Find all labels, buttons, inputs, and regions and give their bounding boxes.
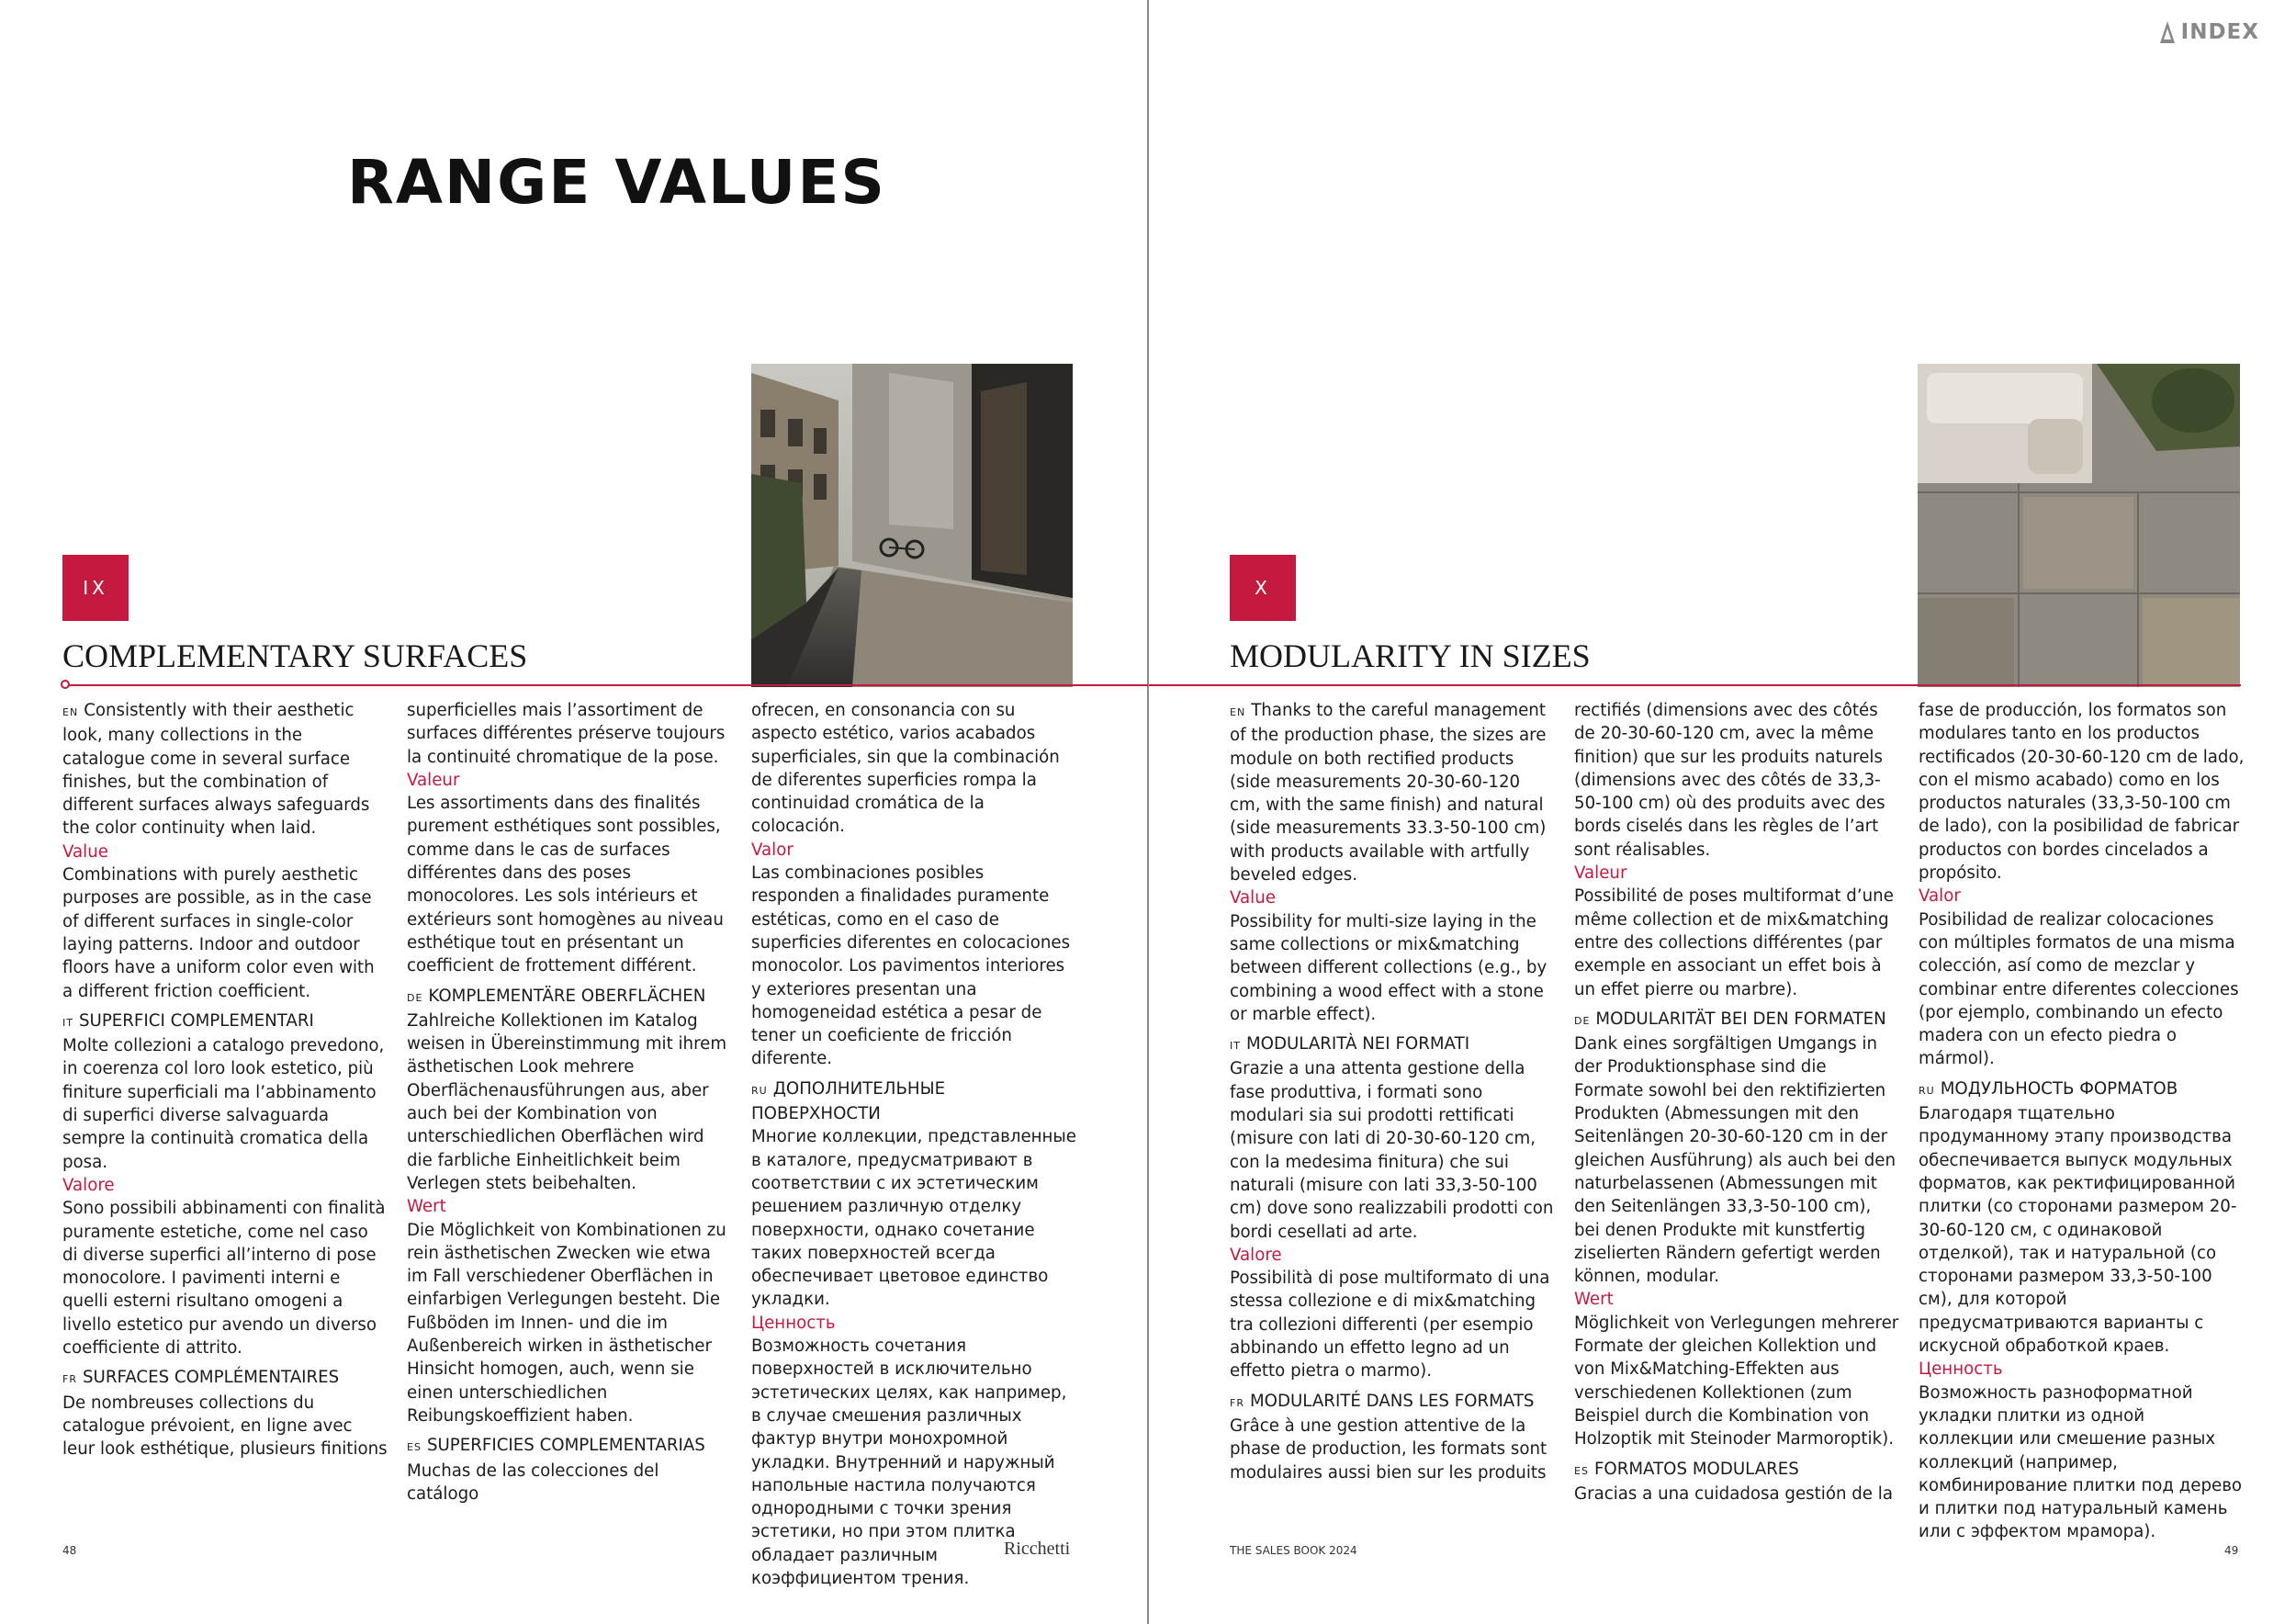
value-text-en: Possibility for multi-size laying in the same collections or mix&matching between different collections (e.g., by combining a wood effect with a stone or marble effect). [1230,911,1548,1024]
it-text: Molte collezioni a catalogo prevedono, in coerenza col loro look estetico, più finiture superficiali ma l’abbinamento di superfici diverse salvaguarda sempre la continuità cromatica della posa. [62,1036,385,1172]
fr-heading: FR SURFACES COMPLÉMENTAIRES [62,1368,340,1388]
ru-text: Многие коллекции, представленные в каталоге, предусматривают в соответствии с их эстетическим решением различную отделку поверхности, однако сочетание таких поверхностей всегда обеспечивает цветовое единство укладки. [751,1127,1076,1310]
ru-heading: RU ДОПОЛНИТЕЛЬНЫЕ ПОВЕРХНОСТИ [751,1078,946,1124]
page-spine [1147,0,1149,1624]
divider-dot-left [61,680,70,689]
value-label-de: Wert [1574,1290,1614,1310]
lang-tag-es: ES [407,1441,422,1454]
value-label-ru: Ценность [1919,1359,2003,1380]
de-text: Dank eines sorgfältigen Umgangs in der Produktionsphase sind die Formate sowohl bei den rektifizierten Produkten (Abmessungen mit den Seitenlängen 20-30-60-120 cm in der gleichen Ausführung) als auch bei den naturbelassenen (Abmessungen mit den Seitenlängen 33,3-50-100 cm), bei denen Produkte mit kunstfertig ziselierten Rändern gefertigt werden können, modular. [1574,1034,1896,1287]
es-heading: ES SUPERFICIES COMPLEMENTARIAS [407,1436,705,1456]
en-paragraph: EN Consistently with their aesthetic look, many collections in the catalogue come in several surface finishes, but the combination of different surfaces always safeguards the color continuity when laid. [62,701,370,839]
lang-tag-it: IT [1230,1040,1241,1053]
de-heading: DE MODULARITÄT BEI DEN FORMATEN [1574,1009,1886,1029]
value-text-en: Combinations with purely aesthetic purposes are possible, as in the case of different surfaces in single-color laying patterns. Indoor and outdoor floors have a uniform color even with a different friction coefficient. [62,865,375,1001]
it-text: Grazie a una attenta gestione della fase produttiva, i formati sono modulari sia sui prodotti rettificati (misure con lati di 20-30-60-120 cm, con la medesima finitura) che sui naturali (misure con lati 33,3-50-100 cm) dove sono realizzabili prodotti con bordi cesellati ad arte. [1230,1059,1554,1242]
fr-text: Grâce à une gestion attentive de la phase de production, les formats sont modulaires aussi bien sur les produits [1230,1415,1548,1483]
lang-tag-ru: RU [751,1084,768,1097]
footer-book-label: THE SALES BOOK 2024 [1230,1544,1357,1557]
fr-text-cont: superficielles mais l’assortiment de surfaces différentes préserve toujours la continuité chromatique de la pose. [407,701,726,767]
lang-tag-de: DE [1574,1014,1591,1027]
value-text-es: Las combinaciones posibles responden a finalidades puramente estéticas, como en el caso de superficies diferentes en colocaciones monocolor. Los pavimentos interiores y exteriores presentan una homogeneidad estética a pesar de tener un coeficiente de fricción diferente. [751,863,1071,1069]
section-badge-x: X [1230,555,1296,621]
value-text-it: Sono possibili abbinamenti con finalità puramente estetiche, come nel caso di diverse superfici all’interno di pose monocolore. I pavimenti interni e quelli esterni risultano omogeni a livello estetico pur avendo un diverso coefficiente di attrito. [62,1199,386,1359]
page-number-left: 48 [62,1544,77,1557]
value-label-es: Valor [1919,886,1961,907]
es-heading: ES FORMATOS MODULARES [1574,1459,1799,1479]
section-title-modularity-in-sizes: MODULARITY IN SIZES [1230,637,1591,674]
index-logo-icon [2157,20,2178,44]
value-label-it: Valore [62,1175,115,1195]
right-column-2 [1574,699,1900,1506]
section-divider-left [66,684,1148,686]
value-label-es: Valor [751,840,793,860]
value-text-de: Die Möglichkeit von Kombinationen zu rein ästhetischen Zwecken wie etwa im Fall verschiedener Oberflächen in einfarbigen Verlegungen besteht. Die Fußböden im Innen- und die im Außenbereich wirken in ästhetischer Hinsicht homogen, auch, wenn sie einen unterschiedlichen Reibungskoeffizient haben. [407,1220,726,1426]
value-label-it: Valore [1230,1245,1282,1265]
page-title: RANGE VALUES [347,147,886,218]
page-number-right: 49 [2224,1544,2239,1557]
lang-tag-fr: FR [62,1373,77,1386]
value-text-es: Posibilidad de realizar colocaciones con múltiples formatos de una misma colección, así como de mezclar y combinar entre diferentes colecciones (por ejemplo, combinando un efecto madera con un efecto piedra o mármol). [1919,909,2239,1069]
value-text-it: Possibilità di pose multiformato di una stessa collezione e di mix&matching tra collezioni differenti (per esempio abbinando un effetto legno ad un effetto pietra o marmo). [1230,1269,1550,1382]
index-label[interactable]: INDEX [2180,20,2259,44]
lang-tag-ru: RU [1919,1084,1935,1097]
value-label-fr: Valeur [1574,863,1627,884]
left-column-3 [751,699,1077,1590]
lang-tag-it: IT [62,1016,73,1029]
right-column-1 [1230,699,1556,1484]
interior-floor-photo [1918,364,2240,687]
es-text-cont: ofrecen, en consonancia con su aspecto estético, varios acabados superficiales, sin que la combinación de diferentes superficies rompa la continuidad cromática de la colocación. [751,701,1060,837]
value-text-de: Möglichkeit von Verlegungen mehrerer Formate der gleichen Kollektion und von Mix&Matching-Effekten aus verschiedenen Kollektionen (zum Beispiel durch die Kombination von Holzoptik mit Steinoder Marmoroptik). [1574,1313,1899,1449]
value-label-en: Value [1230,888,1276,908]
ru-text: Благодаря тщательно продуманному этапу производства обеспечивается выпуск модульных форматов, как ректифицированной плитки (со сторонами размером 20-30-60-120 см, с одинаковой отделкой), так и натуральной (со сторонами размером 33,3-50-100 см), для которой предусматриваются варианты с искусной обработкой краев. [1919,1104,2237,1357]
lang-tag-de: DE [407,991,423,1004]
lang-tag-en: EN [1230,706,1246,718]
it-heading: IT MODULARITÀ NEI FORMATI [1230,1034,1470,1054]
value-label-en: Value [62,841,108,862]
it-heading: IT SUPERFICI COMPLEMENTARI [62,1010,314,1031]
value-label-fr: Valeur [407,770,460,790]
es-text: Muchas de las colecciones del catálogo [407,1460,659,1504]
de-text: Zahlreiche Kollektionen im Katalog weisen in Übereinstimmung mit ihrem ästhetischen Look mehrere Oberflächenausführungen aus, aber auch bei der Kombination von unterschiedlichen Oberflächen wird die farbliche Einheitlichkeit beim Verlegen stets beibehalten. [407,1010,727,1193]
value-text-ru: Возможность сочетания поверхностей в исключительно эстетических целях, как например, в случае смешения различных фактур внутри монохромной укладки. Внутренний и наружный напольные настила получаются однородными с точки зрения эстетики, но при этом плитка обладает различным коэффициентом трения. [751,1336,1067,1588]
lang-tag-fr: FR [1230,1396,1244,1409]
de-heading: DE KOMPLEMENTÄRE OBERFLÄCHEN [407,986,706,1006]
brand-wordmark: Ricchetti [1004,1539,1071,1559]
lang-tag-en: EN [62,706,79,718]
left-column-1 [62,699,388,1461]
left-column-2 [407,699,733,1506]
lang-tag-es: ES [1574,1464,1589,1477]
es-text-cont: fase de producción, los formatos son modulares tanto en los productos rectificados (20-30-60-120 cm de lado, con el mismo acabado) como en los productos naturales (33,3-50-100 cm de lado), con la posibilidad de fabricar productos con bordes cincelados a propósito. [1919,701,2245,884]
fr-heading: FR MODULARITÉ DANS LES FORMATS [1230,1391,1535,1411]
section-title-complementary-surfaces: COMPLEMENTARY SURFACES [62,637,528,674]
value-text-fr: Les assortiments dans des finalités purement esthétiques sont possibles, comme dans le cas de surfaces différentes dans des poses monocolores. Les sols intérieurs et extérieurs sont homogènes au niveau esthétique tout en présentant un coefficient de frottement différent. [407,794,724,976]
es-text: Gracias a una cuidadosa gestión de la [1574,1483,1893,1504]
street-facade-photo [751,364,1073,687]
index-link[interactable] [2157,20,2259,44]
value-label-de: Wert [407,1197,446,1217]
fr-text: De nombreuses collections du catalogue prévoient, en ligne avec leur look esthétique, plusieurs finitions [62,1393,388,1460]
value-text-fr: Possibilité de poses multiformat d’une même collection et de mix&matching entre des collections différentes (par exemple en associant un effet bois à un effet pierre ou marbre). [1574,886,1894,999]
en-paragraph: EN Thanks to the careful management of the production phase, the sizes are module on both rectified products (side measurements 20-30-60-120 cm, with the same finish) and natural (side measurements 33.3-50-100 cm) with products available with artfully beveled edges. [1230,701,1547,885]
right-column-3 [1919,699,2245,1544]
ru-heading: RU МОДУЛЬНОСТЬ ФОРМАТОВ [1919,1078,2178,1099]
fr-text-cont: rectifiés (dimensions avec des côtés de 20-30-60-120 cm, avec la même finition) que sur les produits naturels (dimensions avec des côtés de 33,3-50-100 cm) où des produits avec des bords ciselés dans les règles de l’art sont réalisables. [1574,701,1885,860]
value-text-ru: Возможность разноформатной укладки плитки из одной коллекции или смешение разных коллекций (например, комбинирование плитки под дерево и плитки под натуральный камень или с эффектом мрамора). [1919,1382,2243,1542]
section-badge-ix: IX [62,555,129,621]
value-label-ru: Ценность [751,1313,836,1333]
section-divider-right [1149,684,2241,686]
